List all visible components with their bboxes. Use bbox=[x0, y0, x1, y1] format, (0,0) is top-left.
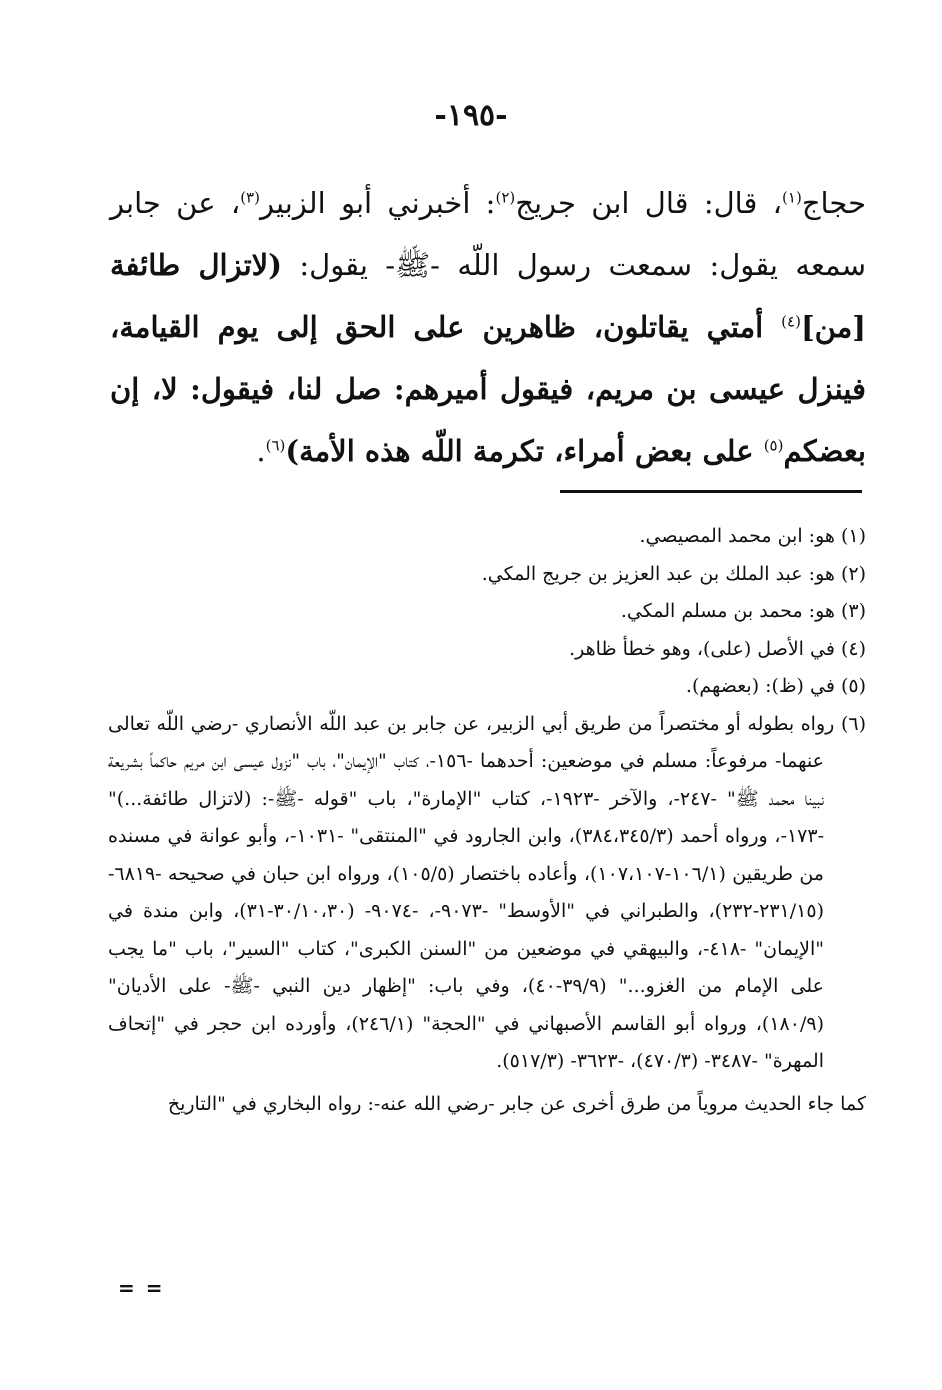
footnote-6: (٦) رواه بطوله أو مختصراً من طريق أبي الزبير، عن جابر بن عبد اللّه الأنصاري -رضي اللّه تعالى عنهما- مرفوعاً: مسلم في موضعين: أحدهما -١٥٦-، كتاب "الإيمان"، باب "نزول عيسى ابن مريم حاكماً بشريعة نبينا محمد ﷺ" -٢٤٧-، والآخر -١٩٢٣-، كتاب "الإمارة"، باب "قوله -ﷺ-: (لاتزال طائفة...)" -١٧٣-، ورواه أحمد (٣٨٤،٣٤٥/٣)، وابن الجارود في "المنتقى" -١٠٣١-، وأبو عوانة في مسنده من طريقين (١٠٦/١-١٠٧،١٠٧)، وأعاده باختصار (١٠٥/٥)، ورواه ابن حبان في صحيحه -٦٨١٩- (٢٣١/١٥-٢٣٢)، والطبراني في "الأوسط" -٩٠٧٣-، -٩٠٧٤- (٣٠/١٠،٣٠-٣١)، وابن مندة في "الإيمان" -٤١٨-، والبيهقي في موضعين من "السنن الكبرى"، كتاب "السير"، باب "ما يجب على الإمام من الغزو..." (٣٩/٩-٤٠)، وفي باب: "إظهار دين النبي -ﷺ- على الأديان" (١٨٠/٩)، ورواه أبو القاسم الأصبهاني في "الحجة" (٢٤٦/١)، وأورده ابن حجر في "إتحاف المهرة" -٣٤٨٧- (٤٧٠/٣)، -٣٦٢٣- (٥١٧/٣). bbox=[108, 712, 867, 1072]
narrator-text: : أخبرني أبو الزبير bbox=[259, 186, 496, 220]
footnote-ref-6[interactable]: (٦) bbox=[265, 436, 286, 455]
footnote-divider bbox=[560, 490, 862, 493]
main-text bbox=[110, 172, 866, 482]
footnote-3: (٣) هو: محمد بن مسلم المكي. bbox=[620, 600, 866, 622]
hadith-part: أمتي يقاتلون، ظاهرين على الحق إلى يوم القيامة، فينزل عيسى بن مريم، فيقول أميرهم: صل لنا، فيقول: لا، إن بعضكم bbox=[110, 310, 866, 468]
hadith-part: على بعض أمراء، تكرمة اللّه هذه الأمة) bbox=[285, 434, 764, 468]
page-number: -١٩٥- bbox=[434, 98, 508, 133]
footnote-ref-1[interactable]: (١) bbox=[782, 188, 802, 207]
footnote-1: (١) هو: ابن محمد المصيصي. bbox=[639, 525, 866, 547]
footnote-4: (٤) في الأصل (على)، وهو خطأ ظاهر. bbox=[569, 637, 866, 660]
footnote-ref-5[interactable]: (٥) bbox=[763, 436, 784, 455]
narrator-text: ، عن جابر سمعه يقول: سمعت رسول اللّه -ﷺ- يقول: bbox=[110, 186, 866, 282]
narrator-text: حجاج bbox=[801, 186, 867, 220]
footnote-ref-3[interactable]: (٣) bbox=[240, 188, 260, 207]
footnote-ref-2[interactable]: (٢) bbox=[495, 188, 516, 207]
footnote-5: (٥) في (ظ): (بعضهم). bbox=[685, 675, 866, 697]
continuation-mark: = = bbox=[118, 1276, 165, 1300]
footnotes bbox=[108, 518, 866, 1123]
hadith-part: (لاتزال طائفة [من] bbox=[110, 248, 866, 344]
footnote-continuation-text: كما جاء الحديث مروياً من طرق أخرى عن جابر -رضي الله عنه-: رواه البخاري في "التاريخ bbox=[167, 1092, 866, 1115]
footnote-ref-4[interactable]: (٤) bbox=[781, 312, 801, 331]
footnote-2: (٢) هو: عبد الملك بن عبد العزيز بن جريج المكي. bbox=[481, 562, 866, 585]
narrator-text: ، قال: قال ابن جريج bbox=[515, 186, 783, 220]
sentence-end: . bbox=[256, 434, 266, 468]
